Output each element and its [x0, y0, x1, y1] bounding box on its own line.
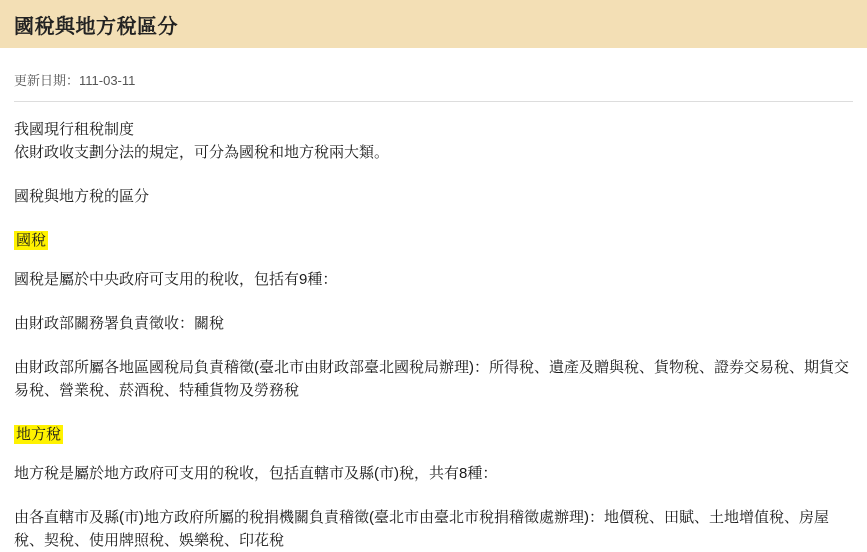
- page-title: 國稅與地方稅區分: [14, 15, 178, 38]
- local-tax-heading-line: [14, 423, 853, 446]
- intro-block: [14, 118, 853, 164]
- intro-line-1: 我國現行租稅制度: [14, 121, 135, 138]
- intro-line-2: 依財政收支劃分法的規定，可分為國稅和地方稅兩大類。: [14, 144, 390, 161]
- national-tax-item-2: 由財政部所屬各地區國稅局負責稽徵(臺北市由財政部臺北國稅局辦理)：所得稅、遺產及贈與稅、貨物稅、證券交易稅、期貨交易稅、營業稅、菸酒稅、特種貨物及勞務稅: [14, 359, 849, 399]
- national-tax-summary: 國稅是屬於中央政府可支用的稅收，包括有9種：: [14, 271, 338, 288]
- header-divider: [14, 101, 853, 102]
- local-tax-heading: 地方稅: [16, 426, 62, 443]
- local-tax-item-1: 由各直轄市及縣(市)地方政府所屬的稅捐機關負責稽徵(臺北市由臺北市稅捐稽徵處辦理)：地價稅、田賦、土地增值稅、房屋稅、契稅、使用牌照稅、娛樂稅、印花稅: [14, 509, 829, 549]
- national-tax-heading: 國稅: [16, 232, 47, 249]
- page-title-bar: [0, 0, 867, 48]
- intro-line-3: 國稅與地方稅的區分: [14, 188, 150, 205]
- national-tax-item-1: 由財政部關務署負責徵收：關稅: [14, 315, 225, 332]
- update-date: 更新日期：111-03-11: [14, 73, 136, 88]
- local-tax-summary: 地方稅是屬於地方政府可支用的稅收，包括直轄市及縣(市)稅，共有8種：: [14, 465, 498, 482]
- page-content: [0, 70, 867, 552]
- national-tax-heading-line: [14, 229, 853, 252]
